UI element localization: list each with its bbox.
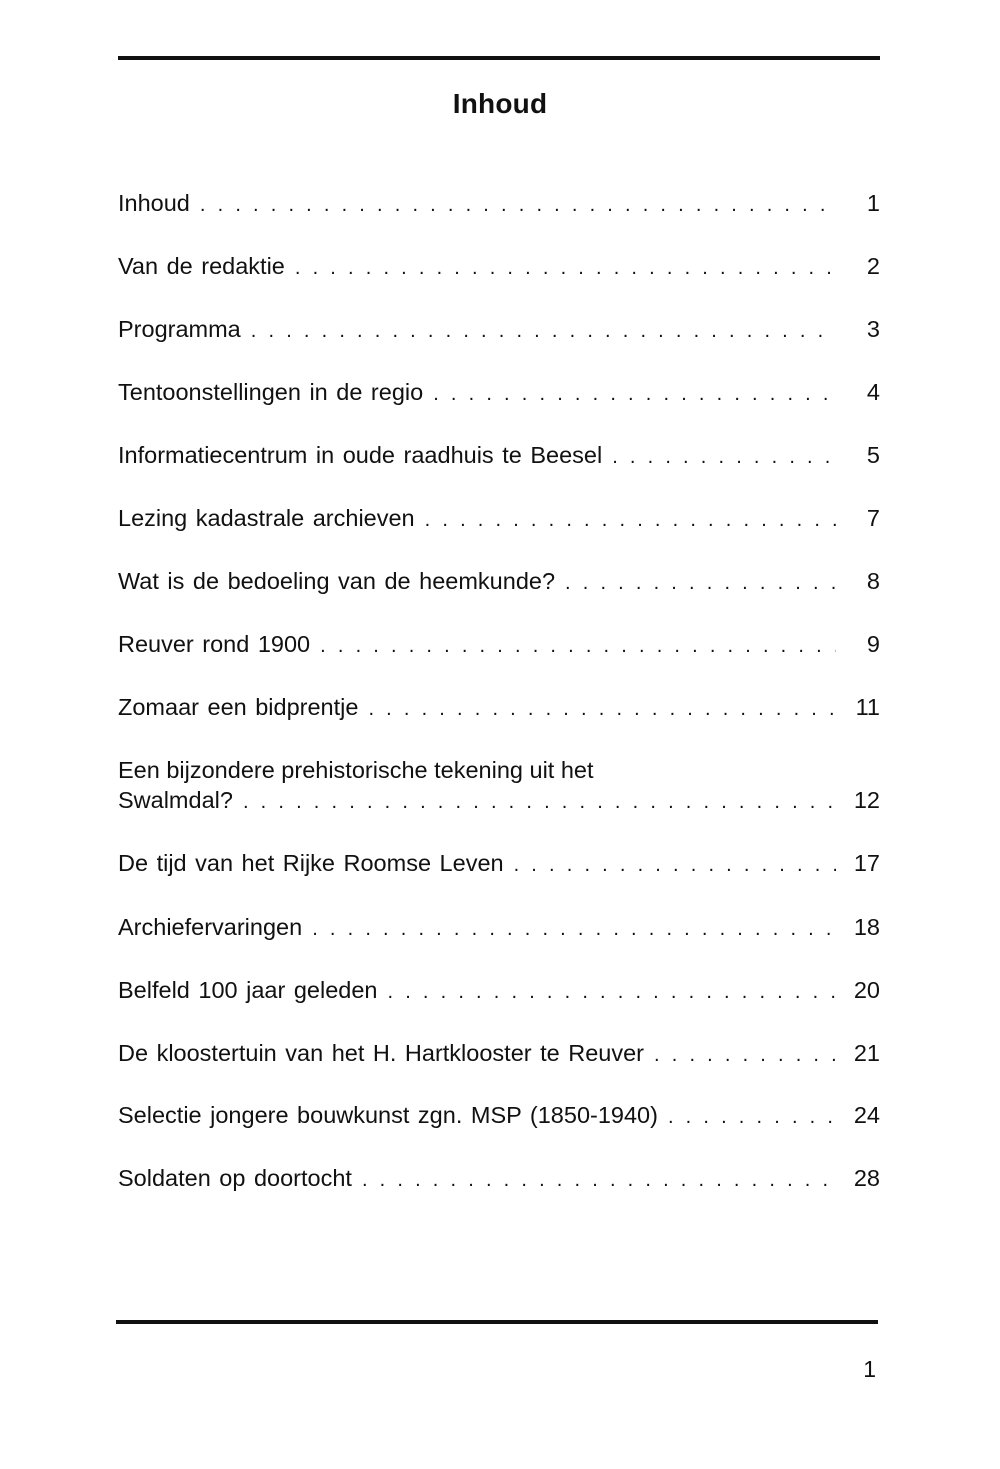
toc-entry[interactable] bbox=[118, 377, 880, 409]
toc-entry[interactable] bbox=[118, 314, 880, 346]
toc-entry-label: Belfeld 100 jaar geleden bbox=[118, 977, 378, 1003]
dot-leader bbox=[312, 914, 836, 944]
dot-leader bbox=[295, 253, 836, 283]
toc-entry-label: De tijd van het Rijke Roomse Leven bbox=[118, 850, 504, 876]
page-number: 1 bbox=[863, 1356, 876, 1382]
toc-entry-label-line1: Een bijzondere prehistorische tekening uit het bbox=[118, 757, 594, 783]
toc-entry-label: Programma bbox=[118, 316, 241, 342]
toc-entry-label: Inhoud bbox=[118, 190, 190, 216]
toc-entry-label: Wat is de bedoeling van de heemkunde? bbox=[118, 568, 556, 594]
toc-entry-label: Tentoonstellingen in de regio bbox=[118, 379, 424, 405]
toc-entry-page: 1 bbox=[866, 190, 880, 216]
toc-entry[interactable] bbox=[118, 1163, 880, 1195]
toc-entry[interactable] bbox=[118, 1038, 880, 1070]
top-rule bbox=[118, 56, 880, 60]
toc-entry[interactable] bbox=[118, 188, 880, 220]
dot-leader bbox=[243, 787, 836, 817]
toc-entry[interactable] bbox=[118, 440, 880, 472]
dot-leader bbox=[425, 505, 836, 535]
toc-entry-page: 4 bbox=[866, 379, 880, 405]
toc-entry-page: 3 bbox=[866, 316, 880, 342]
toc-entry[interactable] bbox=[118, 1100, 880, 1132]
toc-entry[interactable] bbox=[118, 848, 880, 880]
toc-entry-page: 18 bbox=[853, 914, 880, 940]
toc-entry-label: Selectie jongere bouwkunst zgn. MSP (1850-1940) bbox=[118, 1102, 658, 1128]
toc-entry-page: 20 bbox=[853, 977, 880, 1003]
toc-entry-label: De kloostertuin van het H. Hartklooster te Reuver bbox=[118, 1040, 645, 1066]
toc-entry-label: Archiefervaringen bbox=[118, 914, 303, 940]
toc-entry[interactable] bbox=[118, 251, 880, 283]
toc-entry[interactable] bbox=[118, 692, 880, 724]
toc-entry-page: 21 bbox=[853, 1040, 880, 1066]
toc-entry[interactable] bbox=[118, 755, 880, 817]
dot-leader bbox=[433, 379, 836, 409]
toc-entry[interactable] bbox=[118, 629, 880, 661]
toc-entry-label: Van de redaktie bbox=[118, 253, 285, 279]
toc-entry[interactable] bbox=[118, 566, 880, 598]
toc-entry-label: Swalmdal? bbox=[118, 787, 233, 813]
dot-leader bbox=[251, 316, 836, 346]
toc-entry-label: Zomaar een bidprentje bbox=[118, 694, 359, 720]
dot-leader bbox=[654, 1040, 836, 1070]
toc-entry-page: 28 bbox=[853, 1165, 880, 1191]
dot-leader bbox=[514, 850, 836, 880]
toc-entry[interactable] bbox=[118, 912, 880, 944]
toc-entry-page: 2 bbox=[866, 253, 880, 279]
toc-entry-page: 11 bbox=[855, 694, 880, 720]
page-title: Inhoud bbox=[452, 88, 548, 119]
toc-entry-page: 17 bbox=[853, 850, 880, 876]
bottom-rule bbox=[116, 1320, 878, 1324]
toc-entry[interactable] bbox=[118, 503, 880, 535]
toc-entry-label: Reuver rond 1900 bbox=[118, 631, 311, 657]
toc-entry[interactable] bbox=[118, 975, 880, 1007]
toc-entry-page: 9 bbox=[866, 631, 880, 657]
dot-leader bbox=[320, 631, 836, 661]
toc-entry-page: 8 bbox=[866, 568, 880, 594]
toc-entry-label: Informatiecentrum in oude raadhuis te Beesel bbox=[118, 442, 603, 468]
dot-leader bbox=[368, 694, 836, 724]
dot-leader bbox=[565, 568, 836, 598]
toc-entry-label: Lezing kadastrale archieven bbox=[118, 505, 415, 531]
dot-leader bbox=[200, 190, 836, 220]
toc-entry-page: 5 bbox=[866, 442, 880, 468]
dot-leader bbox=[668, 1102, 836, 1132]
toc-entry-page: 12 bbox=[853, 787, 880, 813]
dot-leader bbox=[362, 1165, 836, 1195]
toc-entry-page: 24 bbox=[853, 1102, 880, 1128]
dot-leader bbox=[612, 442, 836, 472]
toc-entry-page: 7 bbox=[866, 505, 880, 531]
toc-entry-label: Soldaten op doortocht bbox=[118, 1165, 352, 1191]
dot-leader bbox=[387, 977, 836, 1007]
